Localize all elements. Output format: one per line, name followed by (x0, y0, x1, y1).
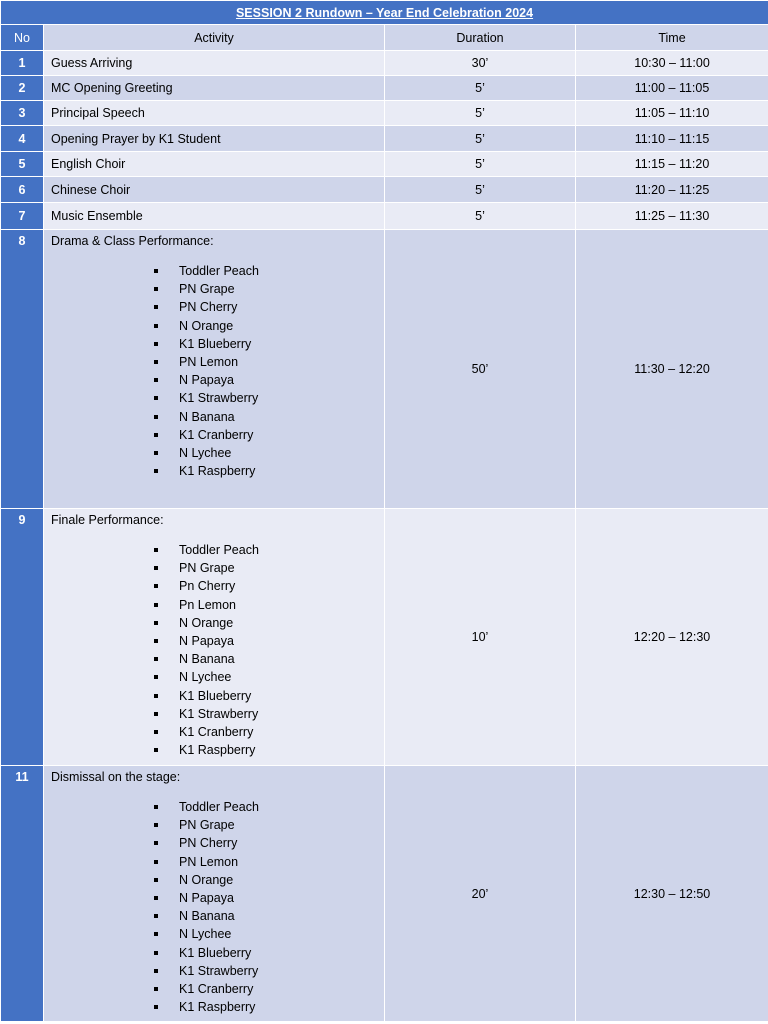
row-number: 8 (1, 230, 44, 509)
table-row (1, 509, 768, 766)
list-item: N Papaya (51, 632, 384, 650)
table-title: SESSION 2 Rundown – Year End Celebration 2024 (1, 1, 768, 25)
row-number: 2 (1, 76, 44, 101)
performance-list (51, 798, 384, 1016)
time-cell: 12:30 – 12:50 (576, 766, 768, 1022)
list-item: K1 Blueberry (51, 687, 384, 705)
time-cell: 11:30 – 12:20 (576, 230, 768, 509)
row-number: 9 (1, 509, 44, 766)
activity-cell (44, 126, 385, 152)
list-item: K1 Raspberry (51, 998, 384, 1016)
duration-cell: 10’ (385, 509, 576, 766)
table-row (1, 101, 768, 126)
list-item: N Papaya (51, 371, 384, 389)
row-number: 4 (1, 126, 44, 152)
list-item: N Banana (51, 907, 384, 925)
list-item: N Lychee (51, 925, 384, 943)
duration-cell: 5’ (385, 152, 576, 177)
table-row (1, 766, 768, 1022)
row-number: 1 (1, 51, 44, 76)
activity-cell (44, 51, 385, 76)
duration-cell: 5’ (385, 203, 576, 230)
activity-label: Music Ensemble (51, 209, 143, 223)
activity-cell (44, 76, 385, 101)
list-item: K1 Raspberry (51, 462, 384, 480)
row-number: 7 (1, 203, 44, 230)
time-cell: 12:20 – 12:30 (576, 509, 768, 766)
duration-cell: 30’ (385, 51, 576, 76)
list-item: Toddler Peach (51, 262, 384, 280)
list-item: K1 Cranberry (51, 426, 384, 444)
time-cell: 11:15 – 11:20 (576, 152, 768, 177)
table-row (1, 152, 768, 177)
activity-label: Principal Speech (51, 106, 145, 120)
list-item: Toddler Peach (51, 798, 384, 816)
duration-cell: 5’ (385, 126, 576, 152)
header-activity: Activity (44, 25, 385, 51)
list-item: N Orange (51, 614, 384, 632)
table-row (1, 177, 768, 203)
list-item: N Banana (51, 408, 384, 426)
activity-cell (44, 101, 385, 126)
list-item: K1 Blueberry (51, 944, 384, 962)
time-cell: 11:25 – 11:30 (576, 203, 768, 230)
table-row (1, 203, 768, 230)
list-item: PN Lemon (51, 353, 384, 371)
time-cell: 11:05 – 11:10 (576, 101, 768, 126)
activity-cell (44, 766, 385, 1022)
activity-label: Chinese Choir (51, 182, 131, 197)
list-item: N Papaya (51, 889, 384, 907)
performance-list (51, 262, 384, 480)
list-item: N Orange (51, 871, 384, 889)
duration-cell: 50’ (385, 230, 576, 509)
activity-cell (44, 152, 385, 177)
activity-label: Finale Performance: (51, 513, 164, 527)
list-item: PN Cherry (51, 834, 384, 852)
row-number: 5 (1, 152, 44, 177)
activity-label: Guess Arriving (51, 56, 133, 70)
row-number: 6 (1, 177, 44, 203)
time-cell: 11:20 – 11:25 (576, 177, 768, 203)
list-item: N Lychee (51, 668, 384, 686)
list-item: PN Grape (51, 816, 384, 834)
activity-cell (44, 230, 385, 509)
activity-cell (44, 203, 385, 230)
list-item: Pn Cherry (51, 577, 384, 595)
list-item: K1 Strawberry (51, 705, 384, 723)
list-item: K1 Cranberry (51, 980, 384, 998)
list-item: K1 Cranberry (51, 723, 384, 741)
list-item: K1 Strawberry (51, 389, 384, 407)
list-item: PN Grape (51, 559, 384, 577)
list-item: PN Cherry (51, 298, 384, 316)
list-item: N Banana (51, 650, 384, 668)
performance-list (51, 541, 384, 759)
duration-cell: 5’ (385, 101, 576, 126)
list-item: K1 Blueberry (51, 335, 384, 353)
activity-label: MC Opening Greeting (51, 81, 173, 95)
list-item: PN Lemon (51, 853, 384, 871)
time-cell: 11:00 – 11:05 (576, 76, 768, 101)
table-row (1, 230, 768, 509)
activity-label: Dismissal on the stage: (51, 770, 181, 784)
activity-label: English Choir (51, 157, 126, 171)
list-item: Toddler Peach (51, 541, 384, 559)
duration-cell: 5’ (385, 76, 576, 101)
header-no: No (1, 25, 44, 51)
time-cell: 11:10 – 11:15 (576, 126, 768, 152)
activity-label: Opening Prayer by K1 Student (51, 131, 221, 146)
list-item: N Orange (51, 317, 384, 335)
duration-cell: 20’ (385, 766, 576, 1022)
duration-cell: 5’ (385, 177, 576, 203)
table-row (1, 126, 768, 152)
activity-label: Drama & Class Performance: (51, 234, 214, 248)
time-cell: 10:30 – 11:00 (576, 51, 768, 76)
list-item: K1 Raspberry (51, 741, 384, 759)
activity-cell (44, 177, 385, 203)
list-item: Pn Lemon (51, 596, 384, 614)
header-time: Time (576, 25, 768, 51)
activity-cell (44, 509, 385, 766)
table-body (1, 51, 768, 1022)
table-row (1, 76, 768, 101)
row-number: 11 (1, 766, 44, 1022)
header-duration: Duration (385, 25, 576, 51)
row-number: 3 (1, 101, 44, 126)
list-item: N Lychee (51, 444, 384, 462)
list-item: PN Grape (51, 280, 384, 298)
list-item: K1 Strawberry (51, 962, 384, 980)
table-row (1, 51, 768, 76)
